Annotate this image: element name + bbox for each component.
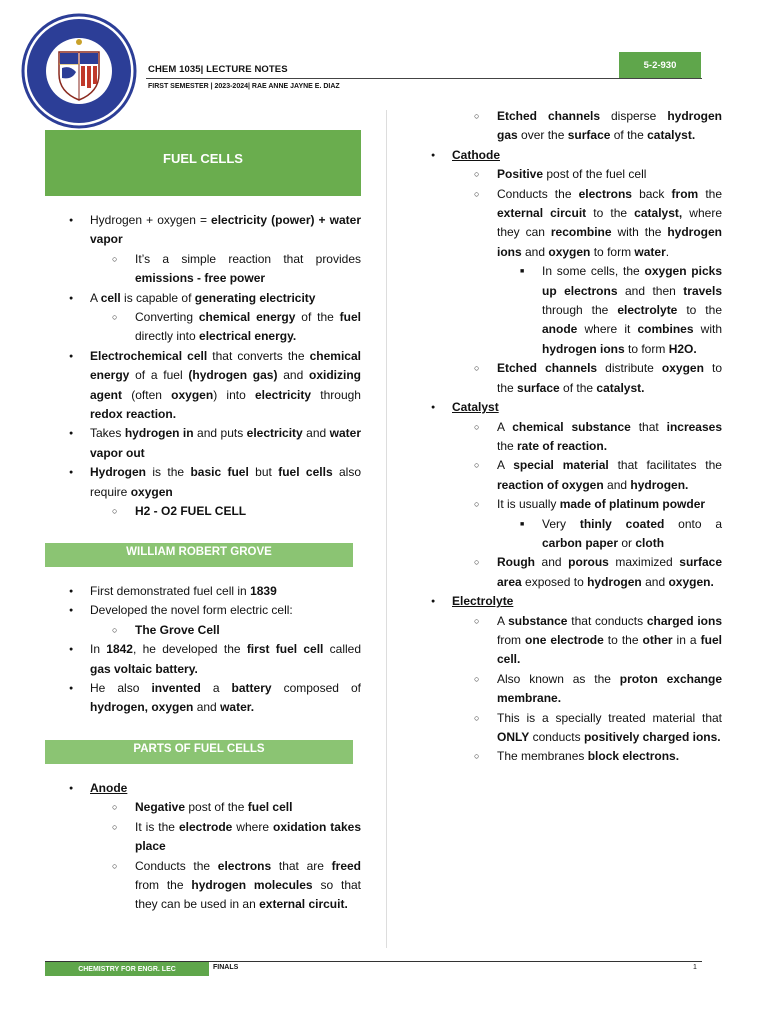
list-item xyxy=(67,679,361,718)
list-item-text: (hydrogen gas) xyxy=(188,368,278,383)
list-item-text: It is usually xyxy=(497,497,560,512)
list-item xyxy=(67,502,361,521)
room-code-badge: 5-2-930 xyxy=(619,52,701,78)
list-item-text: Etched channels xyxy=(497,109,601,123)
list-item xyxy=(429,747,722,766)
list-item xyxy=(429,262,722,359)
list-item xyxy=(429,418,722,457)
list-item-text: Very xyxy=(542,516,580,531)
list-item-text: electrons xyxy=(217,858,272,873)
list-item-text: surface area xyxy=(497,555,722,589)
list-item-text: of the xyxy=(559,380,597,395)
list-item-text: made of platinum powder xyxy=(559,497,706,512)
list-item-text: from xyxy=(497,632,526,647)
list-item-text: oxygen picks up electrons xyxy=(542,264,722,298)
list-item-text: Positive xyxy=(497,167,544,182)
list-item-text: Cathode xyxy=(452,147,500,162)
list-item-text: Conducts the xyxy=(135,858,218,873)
list-item-text: positively charged ions. xyxy=(583,730,721,744)
list-item-text: oxygen xyxy=(130,484,173,499)
list-item-text: Rough xyxy=(497,555,535,570)
list-item xyxy=(67,779,361,798)
list-item-text: electricity (power) + water vapor xyxy=(90,213,361,247)
list-item xyxy=(67,463,361,502)
list-item-text: chemical energy xyxy=(90,348,361,383)
list-item-text: increases xyxy=(666,419,722,434)
list-item-text: onto a xyxy=(664,516,722,531)
list-item-text: generating electricity xyxy=(194,290,316,305)
list-item xyxy=(429,398,722,417)
list-item-text: ) into xyxy=(213,387,255,402)
list-item-text: oxidizing agent xyxy=(90,368,361,402)
list-item-text: and puts xyxy=(193,426,247,441)
list-item-text: and xyxy=(193,700,221,715)
list-item xyxy=(429,456,722,495)
list-item-text: one electrode xyxy=(525,632,604,647)
list-item-text: exposed to xyxy=(521,574,588,589)
list-item-text: thinly coated xyxy=(579,516,665,531)
header-rule xyxy=(146,78,702,79)
grove-list xyxy=(67,582,361,718)
list-item-text: surface xyxy=(517,380,560,395)
list-item-text: hydrogen ions xyxy=(497,225,723,259)
list-item-text: oxidation takes place xyxy=(135,819,361,854)
list-item-text: hydrogen xyxy=(587,574,642,589)
list-item xyxy=(67,250,361,289)
list-item-text: surface xyxy=(567,128,611,143)
list-item-text: hydrogen. xyxy=(630,477,689,492)
list-item-text: recombine xyxy=(550,225,612,240)
list-item-text: in a xyxy=(672,632,701,647)
list-item xyxy=(67,640,361,679)
list-item-text: oxygen. xyxy=(668,574,714,589)
list-item xyxy=(67,289,361,308)
list-item-text: where they can xyxy=(497,206,722,240)
list-item-text: but xyxy=(248,465,279,480)
list-item-text: electrical energy. xyxy=(199,329,297,344)
list-item xyxy=(429,146,722,165)
list-item-text: reaction of oxygen xyxy=(497,477,604,492)
list-item-text: that converts the xyxy=(207,348,310,363)
list-item-text: chemical substance xyxy=(512,419,631,434)
list-item xyxy=(67,308,361,347)
list-item-text: This is a specially treated material that xyxy=(497,710,722,725)
fuel-cells-list xyxy=(67,211,361,522)
list-item-text: called xyxy=(323,642,361,657)
list-item-text: basic fuel xyxy=(190,465,249,480)
list-item-text: cloth xyxy=(635,535,665,550)
list-item xyxy=(429,670,722,709)
list-item-text: Etched channels xyxy=(497,361,598,376)
list-item-text: water xyxy=(634,244,666,259)
list-item-text: fuel cells xyxy=(278,465,333,480)
footer-term: FINALS xyxy=(213,964,239,971)
list-item-text: directly into xyxy=(135,329,200,344)
list-item-text: back xyxy=(631,186,672,201)
footer-subject: CHEMISTRY FOR ENGR. LEC xyxy=(45,962,209,976)
list-item xyxy=(429,107,722,146)
list-item-text: A xyxy=(497,419,513,434)
list-item-text: He also xyxy=(90,681,152,696)
list-item-text: A xyxy=(497,458,514,473)
list-item xyxy=(67,211,361,250)
list-item-text: to form xyxy=(624,341,669,356)
list-item-text: and xyxy=(641,574,669,589)
list-item-text: oxygen xyxy=(548,244,591,259)
list-item-text: fuel cell. xyxy=(497,632,722,667)
list-item-text: of a fuel xyxy=(129,368,189,383)
list-item-text: from the xyxy=(135,878,192,893)
list-item-text: water vapor out xyxy=(90,426,361,460)
list-item xyxy=(429,592,722,611)
list-item xyxy=(429,709,722,748)
parts-list-continued xyxy=(429,107,722,767)
list-item xyxy=(67,424,361,463)
list-item-text: from xyxy=(671,186,699,201)
list-item-text: H2O. xyxy=(668,341,697,356)
list-item-text: also require xyxy=(90,465,361,499)
list-item-text: travels xyxy=(683,283,722,298)
list-item-text: The membranes xyxy=(497,749,588,764)
list-item xyxy=(67,857,361,915)
list-item-text: H2 - O2 FUEL CELL xyxy=(135,504,247,519)
list-item-text: special material xyxy=(513,458,609,473)
list-item-text: that conducts xyxy=(567,613,647,628)
list-item-text: It is the xyxy=(135,819,179,834)
list-item-text: charged ions xyxy=(646,613,723,628)
list-item-text: It’s a simple reaction that provides xyxy=(135,251,361,266)
list-item-text: Conducts the xyxy=(497,186,579,201)
list-item-text: where xyxy=(232,819,273,834)
list-item-text: distribute xyxy=(597,361,662,376)
list-item-text: Catalyst xyxy=(452,400,499,415)
list-item-text: In xyxy=(90,642,107,657)
list-item-text: Hydrogen xyxy=(90,465,147,480)
list-item-text: substance xyxy=(508,613,568,628)
list-item-text: fuel xyxy=(339,310,361,325)
list-item-text: where it xyxy=(577,322,638,337)
list-item-text: maximized xyxy=(608,555,680,570)
list-item-text: and xyxy=(535,555,569,570)
list-item-text: electricity xyxy=(246,426,303,441)
list-item-text: hydrogen molecules xyxy=(191,878,313,893)
list-item-text: Takes xyxy=(90,426,125,441)
list-item-text: cell xyxy=(100,290,121,305)
list-item-text: redox reaction. xyxy=(90,407,177,422)
list-item-text: so that they can be used in an xyxy=(135,878,361,912)
list-item-text: Developed the novel form electric cell: xyxy=(90,603,293,618)
list-item-text: catalyst. xyxy=(596,380,645,395)
list-item-text: that xyxy=(630,419,667,434)
list-item-text: Also known as the xyxy=(497,671,620,686)
list-item-text: external circuit xyxy=(497,206,587,221)
list-item-text: A xyxy=(90,290,101,305)
list-item-text: fuel cell xyxy=(247,800,293,815)
list-item-text: that facilitates the xyxy=(608,458,722,473)
section-header-grove: WILLIAM ROBERT GROVE xyxy=(45,543,353,567)
list-item-text: catalyst. xyxy=(647,128,696,143)
list-item xyxy=(429,185,722,263)
course-title: CHEM 1035| LECTURE NOTES xyxy=(148,64,288,75)
list-item-text: oxygen xyxy=(171,387,214,402)
list-item-text: (often xyxy=(122,387,172,402)
list-item-text: ONLY xyxy=(497,730,530,744)
list-item-text: a xyxy=(200,681,232,696)
school-logo xyxy=(20,12,138,130)
list-item-text: and xyxy=(302,426,330,441)
list-item-text: rate of reaction. xyxy=(517,438,608,453)
list-item-text: through xyxy=(311,387,361,402)
list-item-text: and xyxy=(277,368,309,383)
list-item-text: is capable of xyxy=(120,290,195,305)
list-item-text: first fuel cell xyxy=(246,642,324,657)
list-item-text: Hydrogen + oxygen = xyxy=(90,213,212,227)
list-item-text: block electrons. xyxy=(587,749,680,764)
list-item-text: battery xyxy=(231,681,272,696)
list-item-text: The Grove Cell xyxy=(135,622,220,637)
section-header-fuel-cells: FUEL CELLS xyxy=(45,130,361,196)
list-item-text: water. xyxy=(220,700,255,715)
list-item-text: of the xyxy=(295,310,340,325)
section-header-parts: PARTS OF FUEL CELLS xyxy=(45,740,353,764)
list-item xyxy=(67,347,361,425)
list-item-text: external circuit. xyxy=(259,897,348,912)
list-item-text: Anode xyxy=(90,781,128,795)
list-item-text: First demonstrated fuel cell in xyxy=(90,584,251,598)
list-item xyxy=(429,553,722,592)
list-item-text: porous xyxy=(568,555,609,570)
list-item-text: catalyst, xyxy=(634,206,683,221)
list-item-text: 1839 xyxy=(250,584,277,598)
list-item-text: . xyxy=(665,244,670,259)
list-item-text: through the xyxy=(542,303,618,318)
list-item-text: and xyxy=(603,477,631,492)
list-item-text: hydrogen ions xyxy=(542,341,625,356)
list-item-text: with the xyxy=(611,225,668,240)
list-item-text: post of the xyxy=(185,800,248,815)
list-item-text: to the xyxy=(586,206,635,221)
list-item-text: to form xyxy=(590,244,635,259)
list-item xyxy=(429,165,722,184)
list-item-text: electrolyte xyxy=(617,303,678,318)
list-item-text: electrons xyxy=(578,186,632,201)
list-item-text: hydrogen gas xyxy=(497,109,722,143)
list-item-text: with xyxy=(693,322,722,337)
list-item xyxy=(67,798,361,817)
list-item xyxy=(429,359,722,398)
list-item-text: conducts xyxy=(529,730,584,744)
list-item-text: and xyxy=(521,244,549,259)
list-item-text: A xyxy=(497,613,509,628)
list-item-text: disperse xyxy=(600,109,668,123)
list-item-text: composed of xyxy=(271,681,361,696)
list-item-text: over the xyxy=(517,128,568,143)
list-item-text: Electrochemical cell xyxy=(90,348,208,363)
list-item-text: electricity xyxy=(255,387,312,402)
list-item-text: Electrolyte xyxy=(452,594,514,609)
semester-line: FIRST SEMESTER | 2023-2024| RAE ANNE JAYNE E. DIAZ xyxy=(148,83,340,90)
list-item-text: proton exchange membrane. xyxy=(497,671,722,706)
list-item-text: invented xyxy=(151,681,201,696)
list-item-text: the xyxy=(497,438,518,453)
list-item-text: Negative xyxy=(135,800,186,815)
list-item xyxy=(429,515,722,554)
anode-list xyxy=(67,779,361,915)
list-item-text: carbon paper xyxy=(542,535,619,550)
list-item-text: oxygen xyxy=(661,361,704,376)
list-item xyxy=(67,818,361,857)
column-divider xyxy=(386,110,387,948)
list-item-text: or xyxy=(618,535,636,550)
list-item-text: is the xyxy=(146,465,191,480)
list-item xyxy=(429,495,722,514)
list-item-text: the xyxy=(698,186,723,201)
list-item-text: to the xyxy=(497,361,722,395)
list-item xyxy=(429,612,722,670)
list-item-text: that are xyxy=(271,858,332,873)
list-item xyxy=(67,582,361,601)
list-item-text: anode xyxy=(542,322,578,337)
list-item-text: hydrogen in xyxy=(124,426,194,441)
list-item-text: electrode xyxy=(178,819,233,834)
list-item-text: of the xyxy=(610,128,648,143)
list-item-text: chemical energy xyxy=(198,310,296,325)
list-item xyxy=(67,601,361,620)
list-item-text: freed xyxy=(331,858,361,873)
list-item-text: hydrogen, oxygen xyxy=(90,700,194,715)
list-item-text: to the xyxy=(603,632,643,647)
list-item xyxy=(67,621,361,640)
list-item-text: , he developed the xyxy=(132,642,247,657)
list-item-text: other xyxy=(642,632,673,647)
list-item-text: post of the fuel cell xyxy=(543,167,647,182)
list-item-text: combines xyxy=(637,322,694,337)
list-item-text: In some cells, the xyxy=(542,264,645,279)
list-item-text: 1842 xyxy=(106,642,133,657)
list-item-text: gas voltaic battery. xyxy=(90,661,198,676)
list-item-text: to the xyxy=(677,303,722,318)
list-item-text: Converting xyxy=(135,310,199,325)
list-item-text: emissions - free power xyxy=(135,271,266,286)
page-number: 1 xyxy=(693,964,697,971)
list-item-text: and then xyxy=(617,283,684,298)
